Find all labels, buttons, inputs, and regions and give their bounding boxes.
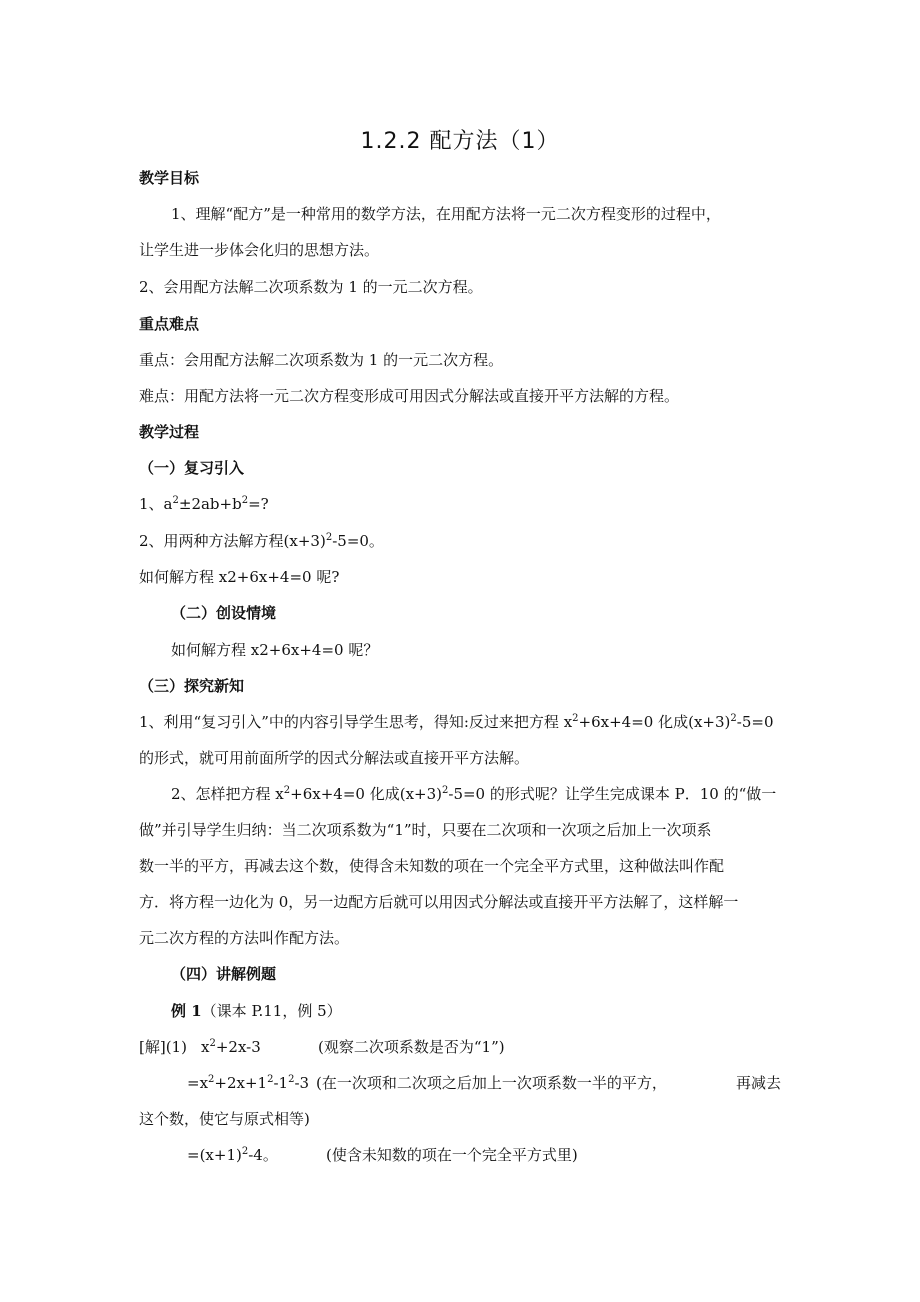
solution-note-3: (使含未知数的项在一个完全平方式里) [326, 1146, 578, 1164]
explore-p2-line-4: 方．将方程一边化为 0，另一边配方后就可以用因式分解法或直接开平方法解了，这样解一 [139, 893, 739, 911]
goals-heading: 教学目标 [139, 169, 200, 187]
keypoints-heading: 重点难点 [139, 315, 200, 333]
solution-note-2a: (在一次项和二次项之后加上一次项系数一半的平方， [316, 1074, 667, 1092]
solution-step-1: $x^2+2x-3$ [201, 1038, 261, 1056]
section-2-heading: （二）创设情境 [171, 604, 277, 622]
key-point: 重点：会用配方法解二次项系数为 1 的一元二次方程。 [139, 351, 504, 369]
scenario-question: 如何解方程 x2+6x+4=0 呢？ [171, 641, 379, 659]
solution-note-1: (观察二次项系数是否为“1”) [318, 1038, 505, 1056]
explore-p2-line-5: 元二次方程的方法叫作配方法。 [139, 929, 350, 947]
solution-note-2c: 这个数，使它与原式相等) [139, 1110, 310, 1128]
page-title: 1.2.2 配方法（1） [360, 129, 560, 154]
explore-p2-line-3: 数一半的平方，再减去这个数，使得含未知数的项在一个完全平方式里，这种做法叫作配 [139, 857, 725, 875]
hard-point: 难点：用配方法将一元二次方程变形成可用因式分解法或直接开平方法解的方程。 [139, 387, 680, 405]
process-heading: 教学过程 [139, 423, 200, 441]
section-1-heading: （一）复习引入 [139, 459, 245, 477]
explore-p2-line-1: 2、怎样把方程 $x^2+6x+4=0$ 化成$(x+3)^2-5=0$ 的形式呢？让学生完成课本 P．10 的“做一 [171, 785, 777, 803]
review-question-3: 如何解方程 x2+6x+4=0 呢? [139, 568, 340, 586]
section-3-heading: （三）探究新知 [139, 677, 245, 695]
solution-note-2b: 再减去 [736, 1074, 782, 1092]
review-question-2: 2、用两种方法解方程$(x+3)^2-5=0$。 [139, 532, 384, 550]
goal-1-line-2: 让学生进一步体会化归的思想方法。 [139, 241, 380, 259]
explore-p2-line-2: 做”并引导学生归纳：当二次项系数为“1”时，只要在二次项和一次项之后加上一次项系 [139, 821, 712, 839]
goal-2: 2、会用配方法解二次项系数为 1 的一元二次方程。 [139, 278, 483, 296]
review-question-1: 1、$a^2\pm 2ab+b^2=$? [139, 495, 269, 513]
solution-step-2: $=x^2+2x+1^2-1^2-3$ [187, 1074, 310, 1092]
solution-label: [解](1) [139, 1038, 187, 1056]
section-4-heading: （四）讲解例题 [171, 965, 277, 983]
explore-p1-line-2: 的形式，就可用前面所学的因式分解法或直接开平方法解。 [139, 749, 530, 767]
example-1-title: 例 1（课本 P.11，例 5） [171, 1002, 342, 1020]
solution-step-3: $=(x+1)^2-4$。 [187, 1146, 278, 1164]
explore-p1-line-1: 1、利用“复习引入”中的内容引导学生思考，得知:反过来把方程 $x^2+6x+4=0$ 化成$(x+3)^2-5=0$ [139, 713, 774, 731]
goal-1-line-1: 1、理解“配方”是一种常用的数学方法，在用配方法将一元二次方程变形的过程中， [171, 205, 721, 223]
